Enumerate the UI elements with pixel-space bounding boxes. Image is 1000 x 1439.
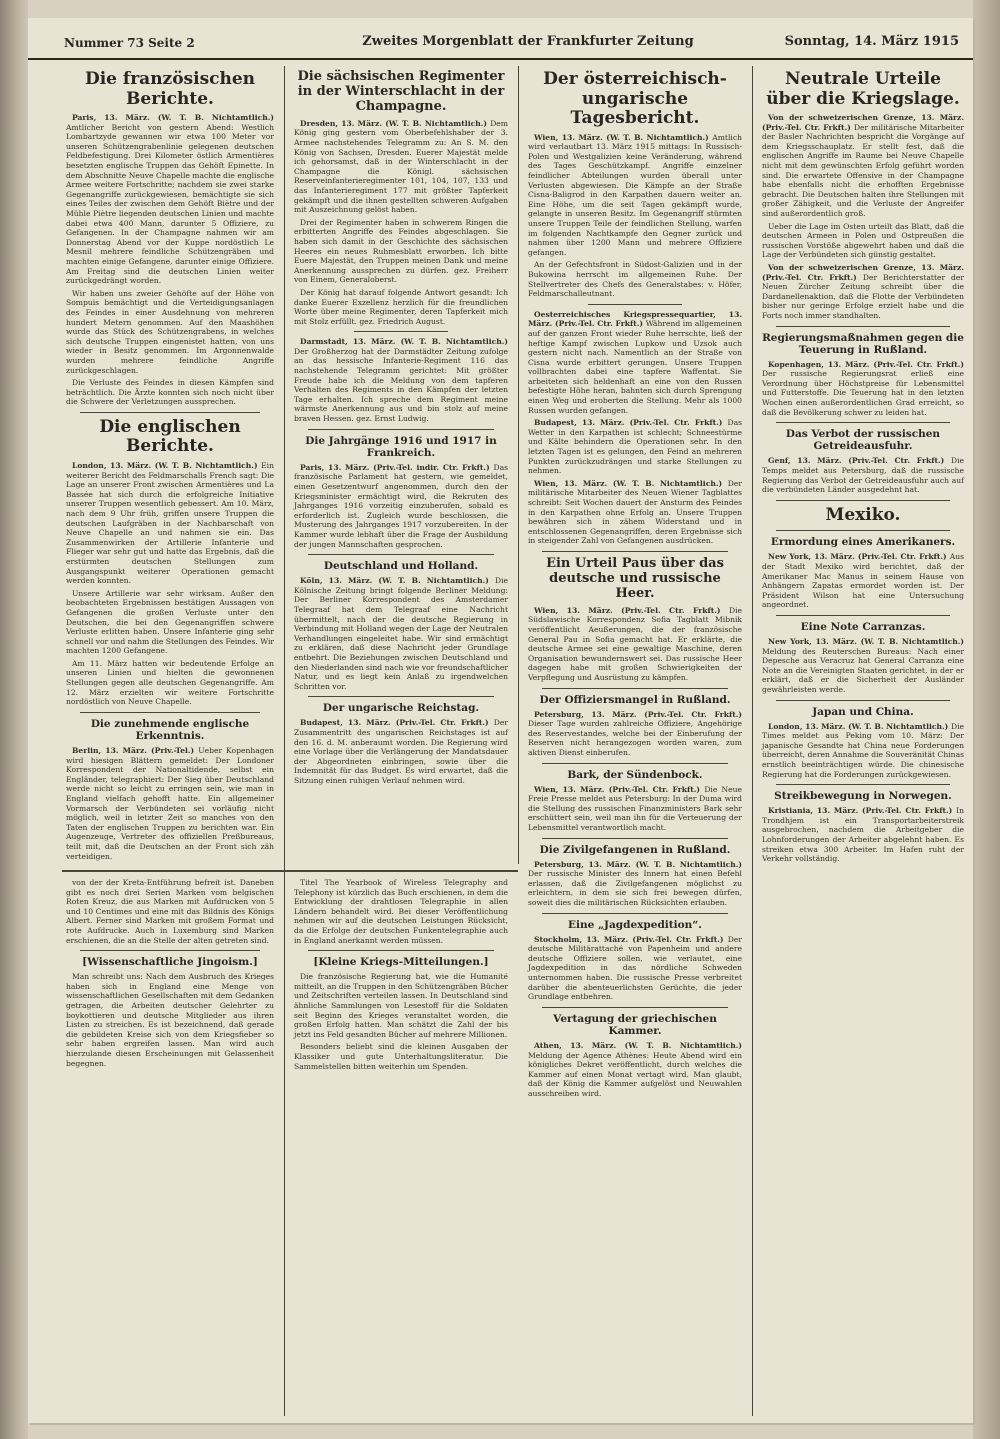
article-paragraph [528,710,742,758]
paragraph-text: Dem König ging gestern vom Oberbefehlshaber der 3. Armee nachstehendes Telegramm zu: An S. M. den König von Sachsen, Dresden. Euerer Majestät melde ich gehorsamst, daß in der Winterschlacht in der Champagne die Königl. sächsischen Reserveinfanterieregimenter 101, 104, 107, 133 und das Infanterieregiment 177 mit größter Tapferkeit gekämpft und die ihnen gestellten schweren Aufgaben mit Auszeichnung gelöst haben. [294,118,508,215]
article-headline: Die französischen Berichte. [84,69,256,109]
paragraph-text: Amtlicher Bericht von gestern Abend: Westlich Lombartzyde gewannen wir etwa 100 Meter vor unseren Schützengrabenlinie gelegenen deutschen Feldbefestigung. Drei Kilometer östlich Armentières besetzten englische Truppen das Gehöft Epinette. In dem Abschnitte Neuve Chapelle machte die englische Armee weitere Fortschritte; nachdem sie zwei starke Gegenangriffe zurückgewiesen, bemächtigte sie sich eines Teiles der zwischen dem Gehöft Biètre und der Mühle Piètre liegenden deutschen Linien und machte dabei etwa 400 Mann, darunter 5 Offiziere, zu Gefangenen. In der Champagne nahmen wir am Donnerstag Abend vor der Kuppe nordöstlich Le Mesnil mehrere feindliche Schützengräben und machten einige Gefangene, darunter einige Offiziere. Am Freitag sind die deutschen Linien weiter zurückgedrängt worden. [66,122,274,286]
article-paragraph [294,463,508,549]
dateline: London, 13. März. (W. T. B. Nichtamtlich.) [768,721,951,731]
article-paragraph [294,288,508,326]
column-rule [284,66,285,1416]
column-content [62,70,278,864]
article-separator [308,429,494,430]
article-separator [776,326,950,327]
dateline: London, 13. März. (W. T. B. Nichtamtlich.) [72,461,262,470]
article-separator [776,422,950,423]
dateline: Köln, 13. März. (W. T. B. Nichtamtlich.) [300,576,495,586]
article-paragraph [762,456,964,494]
article-headline: Mexiko. [825,504,901,525]
article-paragraph [762,360,964,418]
article-separator [80,412,260,413]
book-binding [0,0,28,1439]
dateline: Petersburg, 13. März. (W. T. B. Nichtamtlich.) [534,859,742,869]
paragraph-text: In Trondhjem ist ein Transportarbeiterstreik ausgebrochen, nachdem die Arbeitgeber die Lohnforderungen der Arbeiter abgelehnt haben. Es streiken etwa 300 Arbeiter. Im Hafen ruht der Verkehr vollständig. [762,806,964,864]
article-separator [542,913,728,914]
paragraph-text: Das französische Parlament hat gestern, wie gemeldet, einen Gesetzentwurf angenommen, durch den der Kriegsminister ermächtigt wird, die Rekruten des Jahrganges 1916 vorzeitig einzuberufen, sobald es erforderlich ist. Zugleich wurde beschlossen, die Musterung des Jahrganges 1917 vorzubereiten. In der Kammer wurde lebhaft über die Frage der Ausbildung der jungen Mannschaften gesprochen. [294,462,508,549]
article-paragraph [66,972,274,1068]
paragraph-text: Besonders beliebt sind die kleinen Ausgaben der Klassiker und gute Unterhaltungsliteratur. Die Sammelstellen bitten weiterhin um Spenden. [294,1042,508,1071]
column-3 [524,66,746,1416]
dateline: Petersburg, 13. März. (Priv.-Tel. Ctr. Frkft.) [534,709,742,719]
article-headline: Die Zivilgefangenen in Rußland. [539,843,731,856]
dateline: Paris, 13. März. (W. T. B. Nichtamtlich.) [72,113,274,123]
dateline: Wien, 13. März. (Priv.-Tel. Ctr. Frkft.) [534,784,705,794]
article-separator [776,500,950,501]
column-content [758,70,968,864]
dateline: New York, 13. März. (W. T. B. Nichtamtlich.) [768,636,964,646]
article-paragraph [294,1042,508,1071]
paragraph-text: Ueber Kopenhagen wird hiesigen Blättern gemeldet: Der Londoner Korrespondent der Nationaltidende, selbst ein Engländer, telegraphiert: Der Sieg über Deutschland werde nicht so leicht zu erringen sein, wie man in England vielfach gehofft hatte. Ein allgemeiner Vormarsch der Verbündeten sei vorläufig nicht möglich, weil in letzter Zeit so manches von den Taten der englischen Truppen zu berichten war. Ein Augenzeuge, Vertreter des offiziellen Preßbureaus, teilt mit, daß die Deutschen an der Front sich zäh verteidigen. [66,745,275,861]
article-paragraph [294,218,508,285]
article-separator [588,304,682,305]
article-paragraph [294,972,508,1039]
article-paragraph [66,589,274,656]
article-paragraph [66,659,274,707]
dateline: Wien, 13. März. (Priv.-Tel. Ctr. Frkft.) [534,605,729,615]
article-paragraph [528,310,742,416]
paragraph-text: An der Gefechtsfront in Südost-Galizien und in der Bukowina herrscht im allgemeinen Ruhe. Der Stellvertreter des Chefs des Generalstabes: v. Höfer, Feldmarschalleutnant. [528,260,742,299]
dateline: Kristiania, 13. März. (Priv.-Tel. Ctr. Frkft.) [768,806,957,816]
feuilleton-column-1 [62,878,278,1416]
article-paragraph [66,878,274,945]
article-headline: Eine Note Carranzas. [800,620,926,633]
dateline: Darmstadt, 13. März. (W. T. B. Nichtamtlich.) [300,337,508,347]
dateline: New York, 13. März. (Priv.-Tel. Ctr. Frkft.) [768,552,950,562]
article-separator [776,700,950,701]
paragraph-text: Wir haben uns zweier Gehöfte auf der Höhe von Sompuis bemächtigt und die Verteidigungsanlagen des Feindes in einer Ausdehnung von mehreren hundert Metern genommen. Auf den Maashöhen wurde das Stück des Schützengrabens, in welches sich deutsche Truppen eingenistet hatten, von uns wieder in Besitz genommen. Im Argonnenwalde wurden mehrere feindliche Angriffe zurückgeschlagen. [66,288,274,375]
paragraph-text: Ueber die Lage im Osten urteilt das Blatt, daß die deutschen Armeen in Polen und Ostpreußen die russischen Vorstöße abgewehrt haben und daß die Lage der Verbündeten sich günstig gestaltet. [762,221,964,260]
article-paragraph [528,133,742,258]
dateline: Von der schweizerischen Grenze, 13. März. (Priv.-Tel. Ctr. Frkft.) [762,113,964,132]
dateline: Dresden, 13. März. (W. T. B. Nichtamtlich.) [300,118,491,128]
article-headline: Die zunehmende englische Erkenntnis. [90,717,250,742]
article-paragraph [528,860,742,908]
article-separator [80,712,260,713]
paragraph-text: Meldung der Agence Athènes: Heute Abend wird ein königliches Dekret veröffentlicht, durch welches die Kammer auf einen Monat vertagt wird. Man glaubt, daß der König die Kammer aufgelöst und Neuwahlen ausschreiben wird. [528,1050,742,1098]
paragraph-text: Am 11. März hatten wir bedeutende Erfolge an unseren Linien und hielten die gewonnenen Stellungen gegen alle deutschen Gegenangriffe. Am 12. März erzielten wir weitere Fortschritte nordöstlich von Neuve Chapelle. [66,658,274,707]
paragraph-text: Der Großherzog hat der Darmstädter Zeitung zufolge an das hessische Infanterie-Regiment 116 das nachstehende Telegramm gerichtet: Mit größter Freude habe ich die Meldung von dem tapferen Verhalten des Regiments in den Kämpfen der letzten Tage erhalten. Ich spreche dem Regiment meine wärmste Anerkennung aus und bin stolz auf meine braven Hessen. gez. Ernst Ludwig. [294,346,508,424]
article-paragraph [762,222,964,260]
article-separator [308,696,494,697]
article-separator [542,838,728,839]
article-paragraph [66,461,274,586]
article-headline: Die Jahrgänge 1916 und 1917 in Frankreich. [305,434,497,459]
article-paragraph [66,289,274,375]
column-rule [518,66,519,864]
article-separator [776,615,950,616]
paragraph-text: Aus der Stadt Mexiko wird berichtet, daß der Amerikaner Mac Manus in seinem Hause von Anhängern Zapatas ermordet worden ist. Der Präsident Wilson hat eine Untersuchung angeordnet. [762,552,964,610]
paragraph-text: Unsere Artillerie war sehr wirksam. Außer den beobachteten Ergebnissen bestätigen Aussagen von Gefangenen die großen Verluste unter den Deutschen, die bei den Gegenangriffen schwere Verluste erlitten haben. Unsere Infanterie ging sehr schnell vor und nahm die Stellungen des Feindes. Wir machten 1200 Gefangene. [66,588,274,656]
article-paragraph [762,263,964,321]
article-headline: Der Offiziersmangel in Rußland. [539,693,731,706]
dateline: Stockholm, 13. März. (Priv.-Tel. Ctr. Frkft.) [534,934,728,944]
paragraph-text: Die Temps meldet aus Petersburg, daß die russische Regierung das Verbot der Getreideausfuhr auch auf die verbündeten Länder ausgedehnt hat. [762,456,964,495]
column-rule [752,66,753,1416]
article-separator [776,784,950,785]
paragraph-text: Der militärische Mitarbeiter der Basler Nachrichten bespricht die Vorgänge auf dem Kriegsschauplatz. Er stellt fest, daß die englischen Angriffe im Raume bei Neuve Chapelle nicht mit dem gewünschten Erfolg geführt worden sind. Die erwartete Offensive in der Champagne habe ebenfalls nicht die erhofften Ergebnisse gebracht. Die Deutschen halten ihre Stellungen mit großer Zähigkeit, und die Verluste der Angreifer sind außerordentlich groß. [762,122,964,219]
article-paragraph [294,337,508,423]
paragraph-text: Die Südslawische Korrespondenz Sofia Tagblatt Mibnik veröffentlicht Aeußerungen, die der französische General Pau in Sofia gemacht hat. Er erklärte, die deutsche Armee sei eine gewaltige Maschine, deren Organisation bewundernswert sei. Das russische Heer dagegen habe mit großen Schwierigkeiten der Verpflegung und Ausrüstung zu kämpfen. [528,605,742,682]
article-paragraph [528,606,742,683]
article-paragraph [528,479,742,546]
article-separator [354,331,448,332]
paragraph-text: Das Wetter in den Karpathen ist schlecht; Schneestürme und Kälte behindern die Operationen sehr. In den letzten Tagen ist es gelungen, den Feind an mehreren Punkten zurückzudrängen und starke Stellungen zu nehmen. [528,418,742,476]
paragraph-text: Die französische Regierung hat, wie die Humanité mitteilt, an die Truppen in den Schützengräben Bücher und Zeitschriften verteilen lassen. In Deutschland sind ähnliche Sammlungen von Lesestoff für die Soldaten seit Beginn des Krieges veranstaltet worden, die großen Erfolg hatten. Man schätzt die Zahl der bis jetzt ins Feld gesandten Bücher auf mehrere Millionen. [294,972,508,1039]
article-separator [776,530,950,531]
feuilleton-column-2 [290,878,512,1416]
article-separator [542,763,728,764]
article-headline: Bark, der Sündenbock. [567,768,703,781]
article-paragraph [762,552,964,610]
paragraph-text: Dieser Tage wurden zahlreiche Offiziere, Angehörige des Reservestandes, welche bei der Einberufung der Reserven nicht herangezogen worden waren, zum aktiven Dienst einberufen. [528,719,742,757]
paragraph-text: Die Verluste des Feindes in diesen Kämpfen sind beträchtlich. Die Ärzte konnten sich noch nicht über die Schwere der Verletzungen aussprechen. [66,378,274,407]
article-paragraph [528,785,742,833]
paragraph-text: Die Neue Freie Presse meldet aus Petersburg: In der Duma wird die Stellung des russischen Finanzministers Bark sehr erschüttert sein, weil man ihn für die Verteuerung der Lebensmittel verantwortlich macht. [528,784,742,833]
paragraph-text: Der deutsche Militärattaché von Papenheim und andere deutsche Offiziere sollen, wie verlautet, eine Jagdexpedition in das nördliche Schweden unternommen haben. Die russische Presse verbreitet darüber die abenteuerlichsten Gerüchte, die jeder Grundlage entbehren. [528,934,742,1002]
article-headline: Japan und China. [812,705,914,718]
article-headline: [Kleine Kriegs-Mitteilungen.] [313,956,489,969]
column-2 [290,66,512,864]
dateline: Wien, 13. März. (W. T. B. Nichtamtlich.) [534,478,728,488]
issue-date: Sonntag, 14. März 1915 [784,34,959,49]
article-headline: Vertagung der griechischen Kammer. [553,1012,717,1037]
dateline: Budapest, 13. März. (Priv.-Tel. Ctr. Frkft.) [534,418,728,428]
feuilleton-rule [62,870,518,872]
article-separator [308,950,494,951]
article-separator [80,950,260,951]
paragraph-text: Während im allgemeinen auf der ganzen Front wieder Ruhe herrschte, ließ der heftige Kampf zwischen Lupkow und Uzsok auch gestern nicht nach. Namentlich an der Straße von Cisna wurde erbittert gerungen. Unsere Truppen vollbrachten dabei eine tapfere Waffentat. Sie arbeiteten sich heldenhaft an eine von den Russen befestigte Höhe heran, bahnten sich durch Sprengung einen Weg und eroberten die Stellung. Mehr als 1000 Russen wurden gefangen. [528,319,742,415]
column-4 [758,66,968,1416]
column-content [290,70,512,786]
paragraph-text: Die Kölnische Zeitung bringt folgende Berliner Meldung: Der Berliner Korrespondent des Amsterdamer Telegraaf hat dem Telegraaf eine Nachricht übermittelt, nach der die deutsche Regierung in Verbindung mit Holland wegen der Lage der Neutralen Verhandlungen eingeleitet habe. Wir sind ermächtigt zu erklären, daß diese Nachricht jeder Grundlage entbehrt. Die Beziehungen zwischen Deutschland und den Niederlanden sind nach wie vor freundschaftlicher Natur, und es liegt kein Anlaß zu irgendwelchen Schritten vor. [294,576,508,691]
paragraph-text: Titel The Yearbook of Wireless Telegraphy and Telephony ist kürzlich das Buch erschienen, in dem die Entwicklung der drahtlosen Telegraphie in allen Ländern behandelt wird. Bei dieser Veröffentlichung nehmen wir auf die deutschen Leistungen Rücksicht, da die Erfolge der deutschen Funkentelegraphie auch in England anerkannt werden müssen. [294,878,508,945]
article-headline: Die sächsischen Regimenter in der Winterschlacht in der Champagne. [297,69,505,114]
article-headline: Eine „Jagdexpedition“. [568,918,702,931]
article-paragraph [66,113,274,286]
newspaper-page [28,18,973,1423]
paragraph-text: Die Times meldet aus Peking vom 10. März: Der japanische Gesandte hat China neue Forderungen überreicht, deren Annahme die Souveränität Chinas ernstlich beeinträchtigen würde. Die chinesische Regierung hat die Forderungen zurückgewiesen. [762,721,964,779]
column-content [524,70,746,1099]
article-paragraph [294,878,508,945]
dateline: Wien, 13. März. (W. T. B. Nichtamtlich.) [534,132,713,142]
article-headline: Die englischen Berichte. [99,416,241,457]
paragraph-text: Ein weiterer Bericht des Feldmarschalls French sagt: Die Lage an unserer Front zwischen Armentières und La Bassée hat sich durch die erfolgreiche Initiative unserer Truppen wesentlich gebessert. Am 10. März, nach dem 9 Uhr früh, griffen unsere Truppen die deutschen Laufgräben in der Nachbarschaft von Neuve Chapelle an und nahmen sie ein. Das Zusammenwirken der Artillerie Infanterie und Flieger war sehr gut und hatte das Ergebnis, daß die erstürmten deutschen Stellungen zum Ausgangspunkt weiterer Operationen gemacht werden konnten. [66,461,274,586]
article-paragraph [528,260,742,298]
article-headline: Streikbewegung in Norwegen. [774,790,952,803]
article-paragraph [294,718,508,785]
article-paragraph [66,746,274,861]
article-headline: Der ungarische Reichstag. [322,702,480,715]
dateline: Oesterreichisches Kriegspressequartier, 13. März. (Priv.-Tel. Ctr. Frkft.) [528,309,742,329]
column-1 [62,66,278,864]
page-number: Nummer 73 Seite 2 [64,36,195,50]
article-paragraph [528,1041,742,1099]
article-paragraph [294,119,508,215]
paragraph-text: Meldung des Reuterschen Bureaus: Nach einer Depesche aus Veracruz hat General Carranza eine Note an die Vereinigten Staaten gerichtet, in der er erklärt, daß er die Sicherheit der Ausländer gewährleisten werde. [762,646,964,694]
article-paragraph [762,806,964,864]
article-headline: Der österreichisch-ungarische Tagesbericht. [543,69,727,129]
article-paragraph [762,722,964,780]
article-headline: Ermordung eines Amerikaners. [770,536,956,549]
paragraph-text: Der russische Regierungsrat erließ eine Verordnung über Höchstpreise für Lebensmittel und Futterstoffe. Die Teuerung hat in den letzten Wochen einen außerordentlichen Grad erreicht, so daß die Bevölkerung schwer zu leiden hat. [762,369,964,417]
article-paragraph [294,576,508,691]
article-paragraph [762,113,964,219]
paragraph-text: Drei der Regimenter haben in schwerem Ringen die erbitterten Angriffe des Feindes abgeschlagen. Sie haben sich damit in der Geschichte des sächsischen Heeres ein neues Ruhmesblatt erworben. Ich bitte Euere Majestät, den Truppen meinen Dank und meine Anerkennung aussprechen zu dürfen. gez. Freiherr von Einem, Generaloberst. [294,217,508,285]
paragraph-text: Amtlich wird verlautbart 13. März 1915 mittags: In Russisch-Polen und Westgalizien keine Veränderung, während des Tages Geschützkampf. Angriffe einzelner feindlicher Abteilungen wurden überall unter Verlusten abgewiesen. Die Kämpfe an der Straße Cisna-Baligrod in den Karpathen dauern weiter an. Eine Höhe, um die seit Tagen gekämpft wurde, gelangte in unseren Besitz. Im Gegenangriff stürmten unsere Truppen Teile der feindlichen Stellung, warfen im folgenden Nachtkampfe den Gegner zurück und nahmen über 1200 Mann und mehrere Offiziere gefangen. [528,132,742,257]
article-paragraph [66,378,274,407]
article-separator [542,1007,728,1008]
paragraph-text: Man schreibt uns: Nach dem Ausbruch des Krieges haben sich in England eine Menge von wissenschaftlichen Gesellschaften mit dem Gedanken getragen, die Arbeiten deutscher Gelehrter zu boykottieren und deutsche Mitglieder aus ihren Listen zu streichen. Es ist bezeichnend, daß gerade die gebildeten Kreise sich von dem Kriegsfieber so sehr haben ergreifen lassen. Man wird auch hierzulande diesen Erscheinungen mit Gelassenheit begegnen. [66,972,274,1068]
dateline: Paris, 13. März. (Priv.-Tel. indir. Ctr. Frkft.) [300,462,494,472]
article-headline: Neutrale Urteile über die Kriegslage. [766,69,960,109]
article-headline: Regierungsmaßnahmen gegen die Teuerung in Rußland. [762,331,964,356]
article-paragraph [528,935,742,1002]
paragraph-text: Der Zusammentritt des ungarischen Reichstages ist auf den 16. d. M. anberaumt worden. Die Regierung wird eine Vorlage über die Verlängerung der Mandatsdauer der Abgeordneten einbringen, sowie über die Indemnität für das Budget. Es wird erwartet, daß die Sitzung einen ruhigen Verlauf nehmen wird. [294,718,508,785]
article-separator [542,688,728,689]
paragraph-text: Der König hat darauf folgende Antwort gesandt: Ich danke Euerer Exzellenz herzlich für die freundlichen Worte über meine Regimenter, deren Tapferkeit mich mit Stolz erfüllt. gez. Friedrich August. [294,287,508,326]
column-content [62,878,278,1068]
article-separator [542,551,728,552]
article-paragraph [528,418,742,476]
article-separator [308,554,494,555]
article-paragraph [762,637,964,695]
article-headline: Das Verbot der russischen Getreideausfuhr. [785,428,941,453]
article-headline: Ein Urteil Paus über das deutsche und russische Heer. [546,555,724,601]
dateline: Athen, 13. März. (W. T. B. Nichtamtlich.) [534,1040,742,1050]
dateline: Genf, 13. März. (Priv.-Tel. Ctr. Frkft.) [768,456,951,466]
dateline: Kopenhagen, 13. März. (Priv.-Tel. Ctr. Frkft.) [768,359,964,369]
paragraph-text: Der Berichterstatter der Neuen Zürcher Zeitung schreibt über die Dardanellenaktion, daß die Flotte der Verbündeten bisher nur geringe Erfolge erzielt habe und die Forts noch immer standhalten. [762,272,964,320]
paragraph-text: Der russische Minister des Innern hat einen Befehl erlassen, daß die Zivilgefangenen möglichst zu erleichtern, in dem sie sich frei bewegen dürfen, soweit dies die militärischen Rücksichten erlauben. [528,869,742,908]
dateline: Budapest, 13. März. (Priv.-Tel. Ctr. Frkft.) [300,718,494,728]
paragraph-text: von der der Kreta-Entführung befreit ist. Daneben gibt es noch drei Serien Marken vom belgischen Roten Kreuz, die aus Marken mit Aufdrucken von 5 und 10 Centimes und eine mit das Bildnis des Königs Albert. Ferner sind Marken mit großem Format und rote Aufdrucke. Auch in Luxemburg sind Marken erschienen, die an die Stelle der alten getreten sind. [66,878,274,945]
newspaper-title: Zweites Morgenblatt der Frankfurter Zeitung [362,34,694,49]
dateline: Berlin, 13. März. (Priv.-Tel.) [72,745,199,755]
column-content [290,878,512,1071]
article-headline: [Wissenschaftliche Jingoism.] [82,956,258,969]
article-headline: Deutschland und Holland. [323,560,479,573]
page-edge [973,0,1000,1439]
dateline: Von der schweizerischen Grenze, 13. März. (Priv.-Tel. Ctr. Frkft.) [762,263,964,282]
paragraph-text: Der militärische Mitarbeiter des Neuen Wiener Tagblattes schreibt: Seit Wochen dauert der Ansturm des Feindes in den Karpathen ohne Erfolg an. Unsere Truppen bewähren sich in zähem Widerstand und in entschlossenen Gegenangriffen, deren Ergebnisse sich in steigender Zahl von Gefangenen ausdrücken. [528,478,742,546]
masthead [28,18,973,60]
